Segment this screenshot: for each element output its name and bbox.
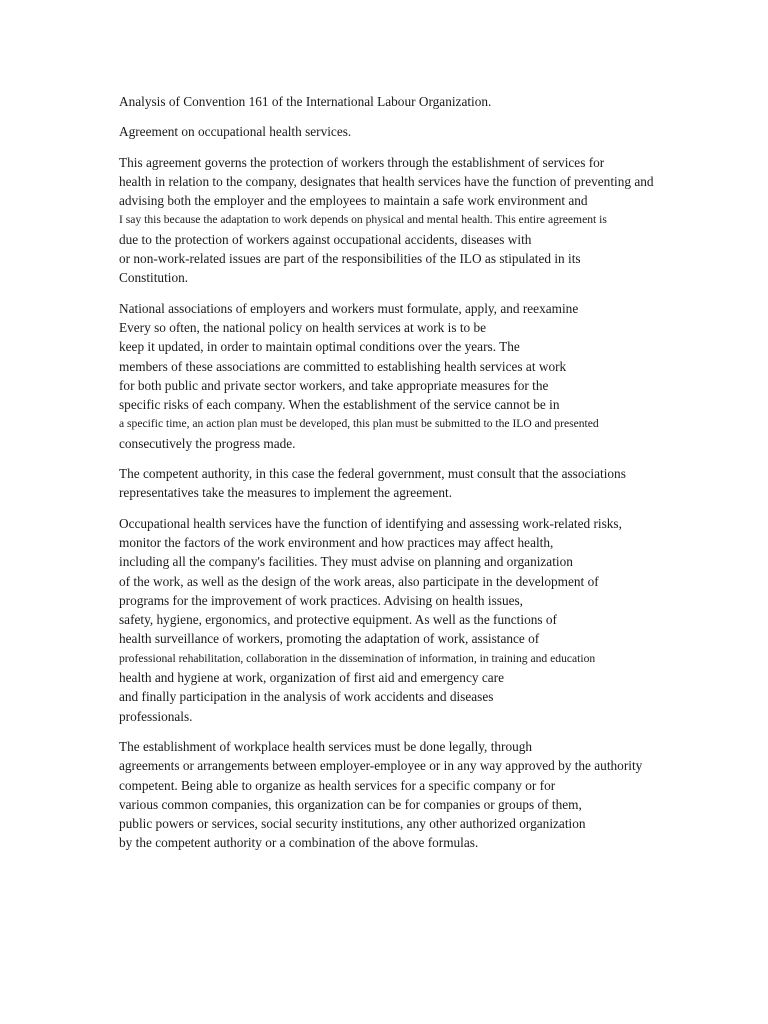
text-line: This agreement governs the protection of workers through the establishment of services for (119, 154, 605, 170)
text-line: programs for the improvement of work practices. Advising on health issues, (119, 592, 523, 608)
text-line: Analysis of Convention 161 of the International Labour Organization. (119, 94, 492, 109)
text-line: The establishment of workplace health services must be done legally, through (119, 738, 533, 754)
text-line: monitor the factors of the work environment and how practices may affect health, (119, 534, 554, 550)
text-line: Every so often, the national policy on health services at work is to be (119, 319, 487, 335)
text-line: agreements or arrangements between employer-employee or in any way approved by the authority (119, 758, 643, 774)
text-line: competent. Being able to organize as health services for a specific company or for (119, 777, 556, 793)
text-line: for both public and private sector workers, and take appropriate measures for the (119, 377, 549, 393)
text-line: I say this because the adaptation to work depends on physical and mental health. This entire agreement is (119, 213, 607, 227)
text-line: or non-work-related issues are part of the responsibilities of the ILO as stipulated in its (119, 251, 581, 267)
text-line: health surveillance of workers, promoting the adaptation of work, assistance of (119, 631, 540, 647)
paragraph (119, 737, 719, 853)
paragraph (119, 122, 719, 141)
paragraph (119, 153, 719, 288)
text-line: health and hygiene at work, organization of first aid and emergency care (119, 670, 504, 686)
text-line: due to the protection of workers against occupational accidents, diseases with (119, 231, 532, 247)
text-line: and finally participation in the analysis of work accidents and diseases (119, 689, 494, 705)
text-line: by the competent authority or a combination of the above formulas. (119, 835, 479, 851)
text-line: professionals. (119, 708, 193, 724)
paragraph (119, 92, 719, 111)
text-line: Occupational health services have the function of identifying and assessing work-related risks, (119, 515, 622, 531)
paragraph (119, 299, 719, 453)
text-line: The competent authority, in this case the federal government, must consult that the associations (119, 466, 626, 482)
text-line: health in relation to the company, designates that health services have the function of preventing and (119, 173, 654, 189)
text-line: representatives take the measures to implement the agreement. (119, 485, 453, 501)
text-line: public powers or services, social security institutions, any other authorized organization (119, 816, 586, 832)
text-line: members of these associations are committed to establishing health services at work (119, 358, 567, 374)
text-line: professional rehabilitation, collaboration in the dissemination of information, in training and education (119, 651, 596, 665)
text-line: of the work, as well as the design of the work areas, also participate in the development of (119, 573, 599, 589)
text-line: consecutively the progress made. (119, 435, 296, 451)
text-line: safety, hygiene, ergonomics, and protective equipment. As well as the functions of (119, 612, 557, 628)
text-line: including all the company's facilities. They must advise on planning and organization (119, 554, 573, 570)
paragraph (119, 464, 719, 503)
text-line: National associations of employers and workers must formulate, apply, and reexamine (119, 300, 579, 316)
paragraph (119, 514, 719, 726)
text-line: keep it updated, in order to maintain optimal conditions over the years. The (119, 339, 520, 355)
text-line: specific risks of each company. When the establishment of the service cannot be in (119, 397, 560, 413)
text-line: Agreement on occupational health services. (119, 124, 352, 140)
text-line: a specific time, an action plan must be developed, this plan must be submitted to the ILO and presented (119, 417, 599, 431)
text-line: Constitution. (119, 270, 189, 286)
document-page (119, 92, 719, 864)
text-line: advising both the employer and the employees to maintain a safe work environment and (119, 193, 588, 209)
text-line: various common companies, this organization can be for companies or groups of them, (119, 796, 582, 812)
